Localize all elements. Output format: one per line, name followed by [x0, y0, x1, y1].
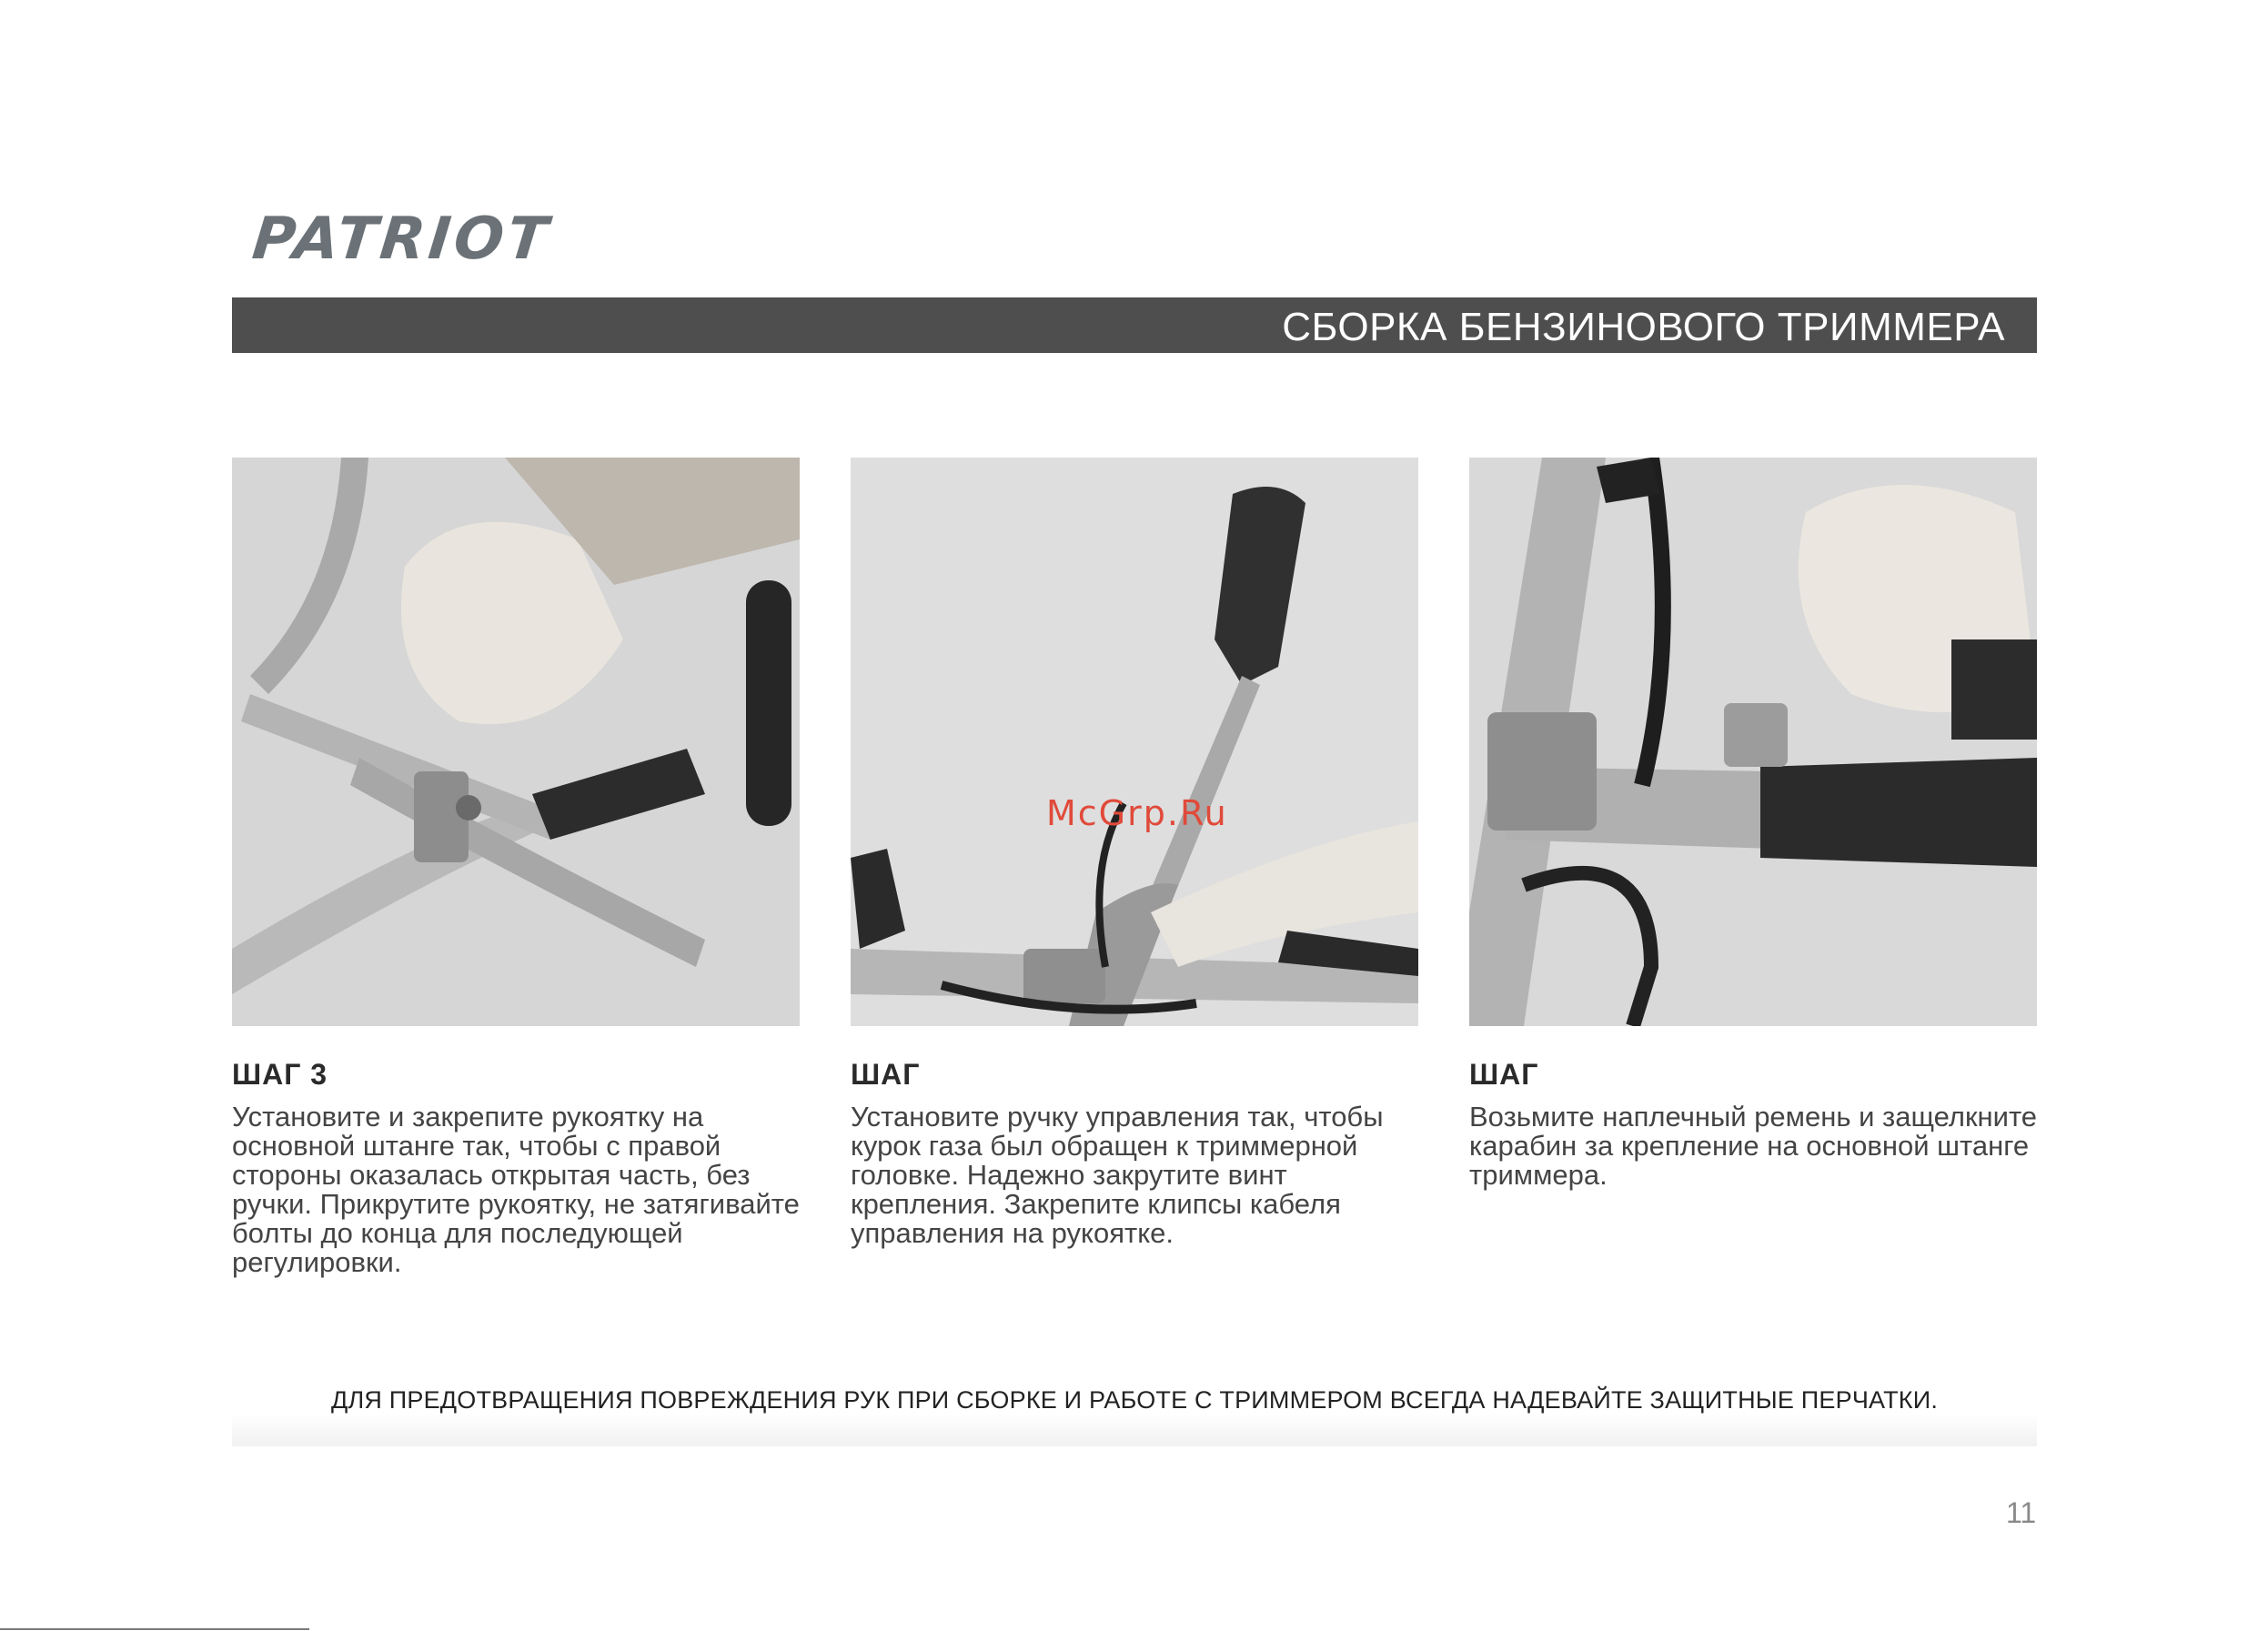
safety-warning-band: [232, 1374, 2037, 1446]
step-text: Возьмите наплечный ремень и защелкните карабин за крепление на основной штанге триммера.: [1469, 1101, 2038, 1191]
step-3-block: [232, 1058, 805, 1277]
footer-rule: [0, 1628, 309, 1630]
section-title-bar: [232, 297, 2037, 353]
step-heading: ШАГ: [851, 1058, 921, 1091]
step-3-photo: [232, 458, 800, 1026]
page-number: 11: [2006, 1496, 2037, 1529]
step-shoulder-strap-block: [1469, 1058, 2042, 1190]
step-shoulder-strap-photo: [1469, 458, 2037, 1026]
step-control-handle-photo: [851, 458, 1418, 1026]
step-text: Установите и закрепите рукоятку на основной штанге так, чтобы с правой стороны оказалась открытая часть, без ручки. Прикрутите рукоятку, не затягивайте болты до конца для последующей регулировки.: [232, 1101, 800, 1278]
step-control-handle-block: [851, 1058, 1424, 1248]
section-title: СБОРКА БЕНЗИНОВОГО ТРИММЕРА: [1282, 305, 2005, 349]
step-text: Установите ручку управления так, чтобы курок газа был обращен к триммерной головке. Надежно закрутите винт крепления. Закрепите клипсы кабеля управления на рукоятке.: [851, 1101, 1384, 1249]
safety-warning-text: ДЛЯ ПРЕДОТВРАЩЕНИЯ ПОВРЕЖДЕНИЯ РУК ПРИ СБОРКЕ И РАБОТЕ С ТРИММЕРОМ ВСЕГДА НАДЕВАЙТЕ ЗАЩИТНЫЕ ПЕРЧАТКИ.: [330, 1386, 1939, 1414]
watermark: McGrp.Ru: [1046, 793, 1228, 833]
brand-logo: PATRIOT: [249, 206, 555, 273]
step-heading: ШАГ 3: [232, 1058, 328, 1091]
step-heading: ШАГ: [1469, 1058, 1539, 1091]
